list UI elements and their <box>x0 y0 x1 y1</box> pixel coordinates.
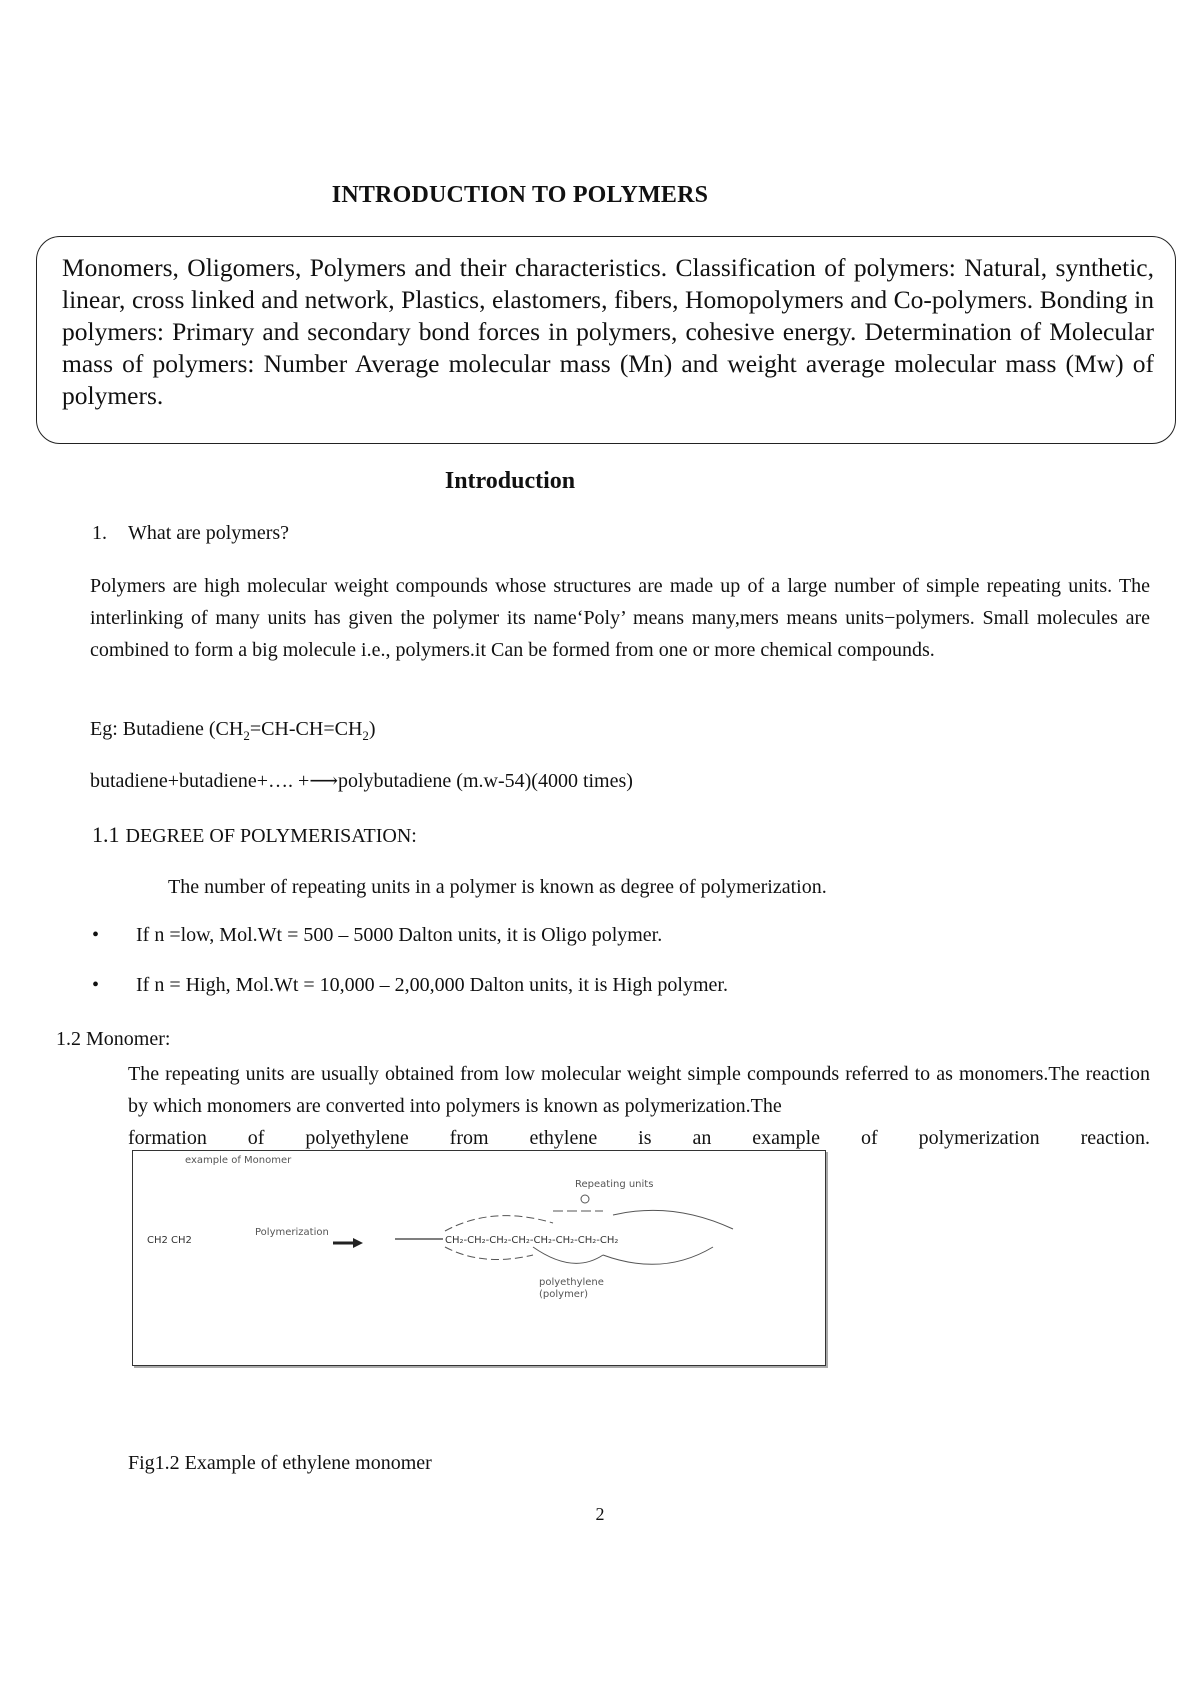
example-prefix: Eg: Butadiene (CH <box>90 718 244 740</box>
monomer-formula: CH2 CH2 <box>147 1235 192 1246</box>
arrow-head-icon <box>353 1238 363 1248</box>
polymerization-diagram <box>133 1151 827 1367</box>
monomer-paragraph-main: The repeating units are usually obtained from low molecular weight simple compounds referred to as monomers.The reaction by which monomers are converted into polymers is known as polymerization.The <box>128 1063 1150 1117</box>
section-number: 1.1 <box>92 822 120 847</box>
polyethylene-label: polyethylene <box>539 1277 604 1288</box>
bullet-text: If n =low, Mol.Wt = 500 – 5000 Dalton units, it is Oligo polymer. <box>136 924 663 946</box>
butadiene-example <box>90 718 376 744</box>
figure-caption: Fig1.2 Example of ethylene monomer <box>128 1452 432 1474</box>
bullet-oligo-polymer <box>92 924 662 947</box>
repeat-bracket-bottom <box>445 1247 533 1260</box>
polybutadiene-reaction: butadiene+butadiene+…. +⟶polybutadiene (m.w-54)(4000 times) <box>90 770 633 792</box>
example-subscript-1: 2 <box>243 728 250 743</box>
repeating-units-label: Repeating units <box>575 1179 654 1190</box>
bullet-icon: • <box>92 974 100 996</box>
monomer-heading: 1.2 Monomer: <box>56 1028 171 1050</box>
section-title: DEGREE OF POLYMERISATION: <box>125 825 417 847</box>
page-number: 2 <box>595 1504 605 1524</box>
pointer-loop <box>581 1195 589 1203</box>
example-suffix: ) <box>368 718 376 740</box>
bullet-high-polymer <box>92 974 728 997</box>
question-1 <box>92 522 289 545</box>
example-middle: =CH-CH=CH <box>249 718 363 740</box>
degree-of-polymerisation-heading <box>92 822 417 848</box>
bullet-text: If n = High, Mol.Wt = 10,000 – 2,00,000 Dalton units, it is High polymer. <box>136 974 728 996</box>
repeat-bracket-top <box>445 1216 553 1231</box>
bullet-icon: • <box>92 924 100 946</box>
polymer-definition-paragraph: Polymers are high molecular weight compounds whose structures are made up of a large number of simple repeating units. The interlinking of many units has given the polymer its name‘Poly’ means many,mers means units−polymers. Small molecules are combined to form a big molecule i.e., polymers.it Can be formed from one or more chemical compounds. <box>90 575 1150 661</box>
degree-definition: The number of repeating units in a polymer is known as degree of polymerization. <box>168 876 827 898</box>
repeat-bracket-top-3 <box>613 1210 733 1229</box>
repeat-bracket-bottom-3 <box>603 1247 713 1264</box>
page-title: INTRODUCTION TO POLYMERS <box>331 182 709 208</box>
monomer-paragraph-last-line: formation of polyethylene from ethylene is an example of polymerization reaction. <box>128 1127 1150 1149</box>
figure-header: example of Monomer <box>185 1155 292 1166</box>
example-subscript-2: 2 <box>362 728 369 743</box>
ethylene-polymerization-figure <box>132 1150 826 1366</box>
polymer-label: (polymer) <box>539 1289 588 1300</box>
syllabus-text: Monomers, Oligomers, Polymers and their characteristics. Classification of polymers: Natural, synthetic, linear, cross linked and network, Plastics, elastomers, fibers, Homopolymers and Co-polymers. Bonding in polymers: Primary and secondary bond forces in polymers, cohesive energy. Determination of Molecular mass of polymers: Number Average molecular mass (Mn) and weight average molecular mass (Mw) of polymers. <box>62 253 1154 410</box>
polymerization-label: Polymerization <box>255 1227 329 1238</box>
section-heading-introduction: Introduction <box>444 468 576 494</box>
polyethylene-chain: CH₂-CH₂-CH₂-CH₂-CH₂-CH₂-CH₂-CH₂ <box>445 1235 619 1246</box>
repeat-bracket-bottom-2 <box>533 1247 603 1263</box>
monomer-paragraph <box>128 1058 1150 1154</box>
question-number: 1. <box>92 522 107 544</box>
question-text: What are polymers? <box>128 522 290 544</box>
